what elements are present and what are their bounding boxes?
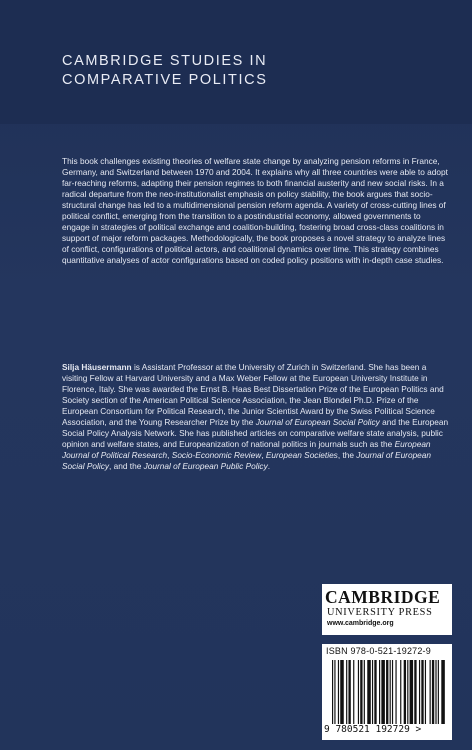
- barcode-bar: [435, 660, 436, 724]
- barcode-bar: [338, 660, 339, 724]
- barcode-bar: [360, 660, 362, 724]
- author-bio-text: [62, 362, 450, 472]
- barcode-bar: [395, 660, 396, 724]
- publisher-url: www.cambridge.org: [327, 620, 394, 627]
- barcode-bar: [340, 660, 344, 724]
- barcode-bar: [386, 660, 388, 724]
- author-bio: [62, 362, 450, 472]
- barcode-bar: [332, 660, 333, 724]
- barcode-bar: [367, 660, 371, 724]
- publisher-logo: [322, 584, 452, 635]
- barcode-panel: [322, 644, 452, 740]
- barcode-bar: [419, 660, 420, 724]
- barcode-bar: [372, 660, 373, 724]
- bio-part-1: is Assistant Professor at the University of Zurich in Switzerland. She has been a visiting Fellow at Harvard University and a Max Weber Fellow at the European University Institute in Florence, Italy. She was awarded the Ernst B. Haas Best Dissertation Prize of the European Politics and Society section of the American Political Science Association, the Jean Blondel Ph.D. Prize of the European Consortium for Political Research, the Junior Scientist Award by the Swiss Political Science Association, and the Young Researcher Prize by the: [62, 362, 444, 428]
- barcode-bar: [400, 660, 401, 724]
- barcode-bar: [414, 660, 416, 724]
- journal-name: Journal of European Public Policy: [143, 461, 268, 472]
- barcode-bar: [348, 660, 350, 724]
- bio-part-2: and the European Social Policy Analysis Network. She has published articles on comparative welfare state analysis, public opinion and welfare states, and Europeanization of national politics in journals such as the: [62, 417, 449, 450]
- barcode-bar: [379, 660, 380, 724]
- series-title: [62, 52, 268, 90]
- journal-name: Journal of European Social Policy: [62, 450, 432, 472]
- book-description: [62, 156, 450, 266]
- barcode-bar: [441, 660, 445, 724]
- separator: ,: [167, 450, 172, 461]
- journal-name: European Journal of Political Research: [62, 439, 431, 461]
- barcode-icon: [332, 660, 446, 724]
- barcode-bar: [358, 660, 359, 724]
- journal-name: European Societies: [265, 450, 338, 461]
- barcode-bar: [430, 660, 431, 724]
- description-text: This book challenges existing theories of welfare state change by analyzing pension reforms in France, Germany, and Switzerland between 1970 and 2004. It explains why all three countries were able to adopt far-reaching reforms, adapting their pension regimes to both financial austerity and new social risks. In a radical departure from the neo-institutionalist emphasis on policy stability, the book argues that socio-structural change has led to a multidimensional pension reform agenda. A variety of cross-cutting lines of political conflict, emerging from the transition to a postindustrial economy, allowed governments to engage in strategies of political exchange and coalition-building, fostering broad cross-class coalitions in support of major reform packages. Methodologically, the book proposes a novel strategy to analyze lines of conflict, configurations of political actors, and coalitional dynamics over time. This strategy combines quantitative analyses of actor configurations based on coded policy positions with in-depth case studies.: [62, 156, 448, 266]
- bio-end: .: [267, 461, 271, 472]
- journal-name: Socio-Economic Review: [171, 450, 262, 461]
- barcode-bar: [390, 660, 391, 724]
- barcode-bar: [346, 660, 347, 724]
- series-title-line-2: COMPARATIVE POLITICS: [62, 72, 268, 88]
- barcode-bar: [438, 660, 439, 724]
- barcode-bar: [410, 660, 414, 724]
- barcode-digits: 9 780521 192729 >: [324, 724, 422, 735]
- barcode-bar: [374, 660, 376, 724]
- series-title-line-1: CAMBRIDGE STUDIES IN: [62, 53, 268, 69]
- barcode-bar: [353, 660, 354, 724]
- barcode-bar: [334, 660, 335, 724]
- barcode-bar: [425, 660, 426, 724]
- journal-name: Journal of European Social Policy: [255, 417, 380, 428]
- barcode-bar: [392, 660, 393, 724]
- publisher-press: UNIVERSITY PRESS: [327, 607, 433, 618]
- barcode-bar: [364, 660, 365, 724]
- separator: ,: [261, 450, 266, 461]
- author-name: Silja Häusermann: [62, 362, 132, 372]
- barcode-bar: [432, 660, 434, 724]
- isbn-label: ISBN 978-0-521-19272-9: [326, 646, 431, 656]
- barcode-bar: [381, 660, 385, 724]
- publisher-name: CAMBRIDGE: [325, 587, 441, 607]
- barcode-bar: [421, 660, 423, 724]
- barcode-bar: [407, 660, 408, 724]
- separator: , the: [337, 450, 357, 461]
- barcode-bar: [404, 660, 406, 724]
- separator: , and the: [109, 461, 144, 472]
